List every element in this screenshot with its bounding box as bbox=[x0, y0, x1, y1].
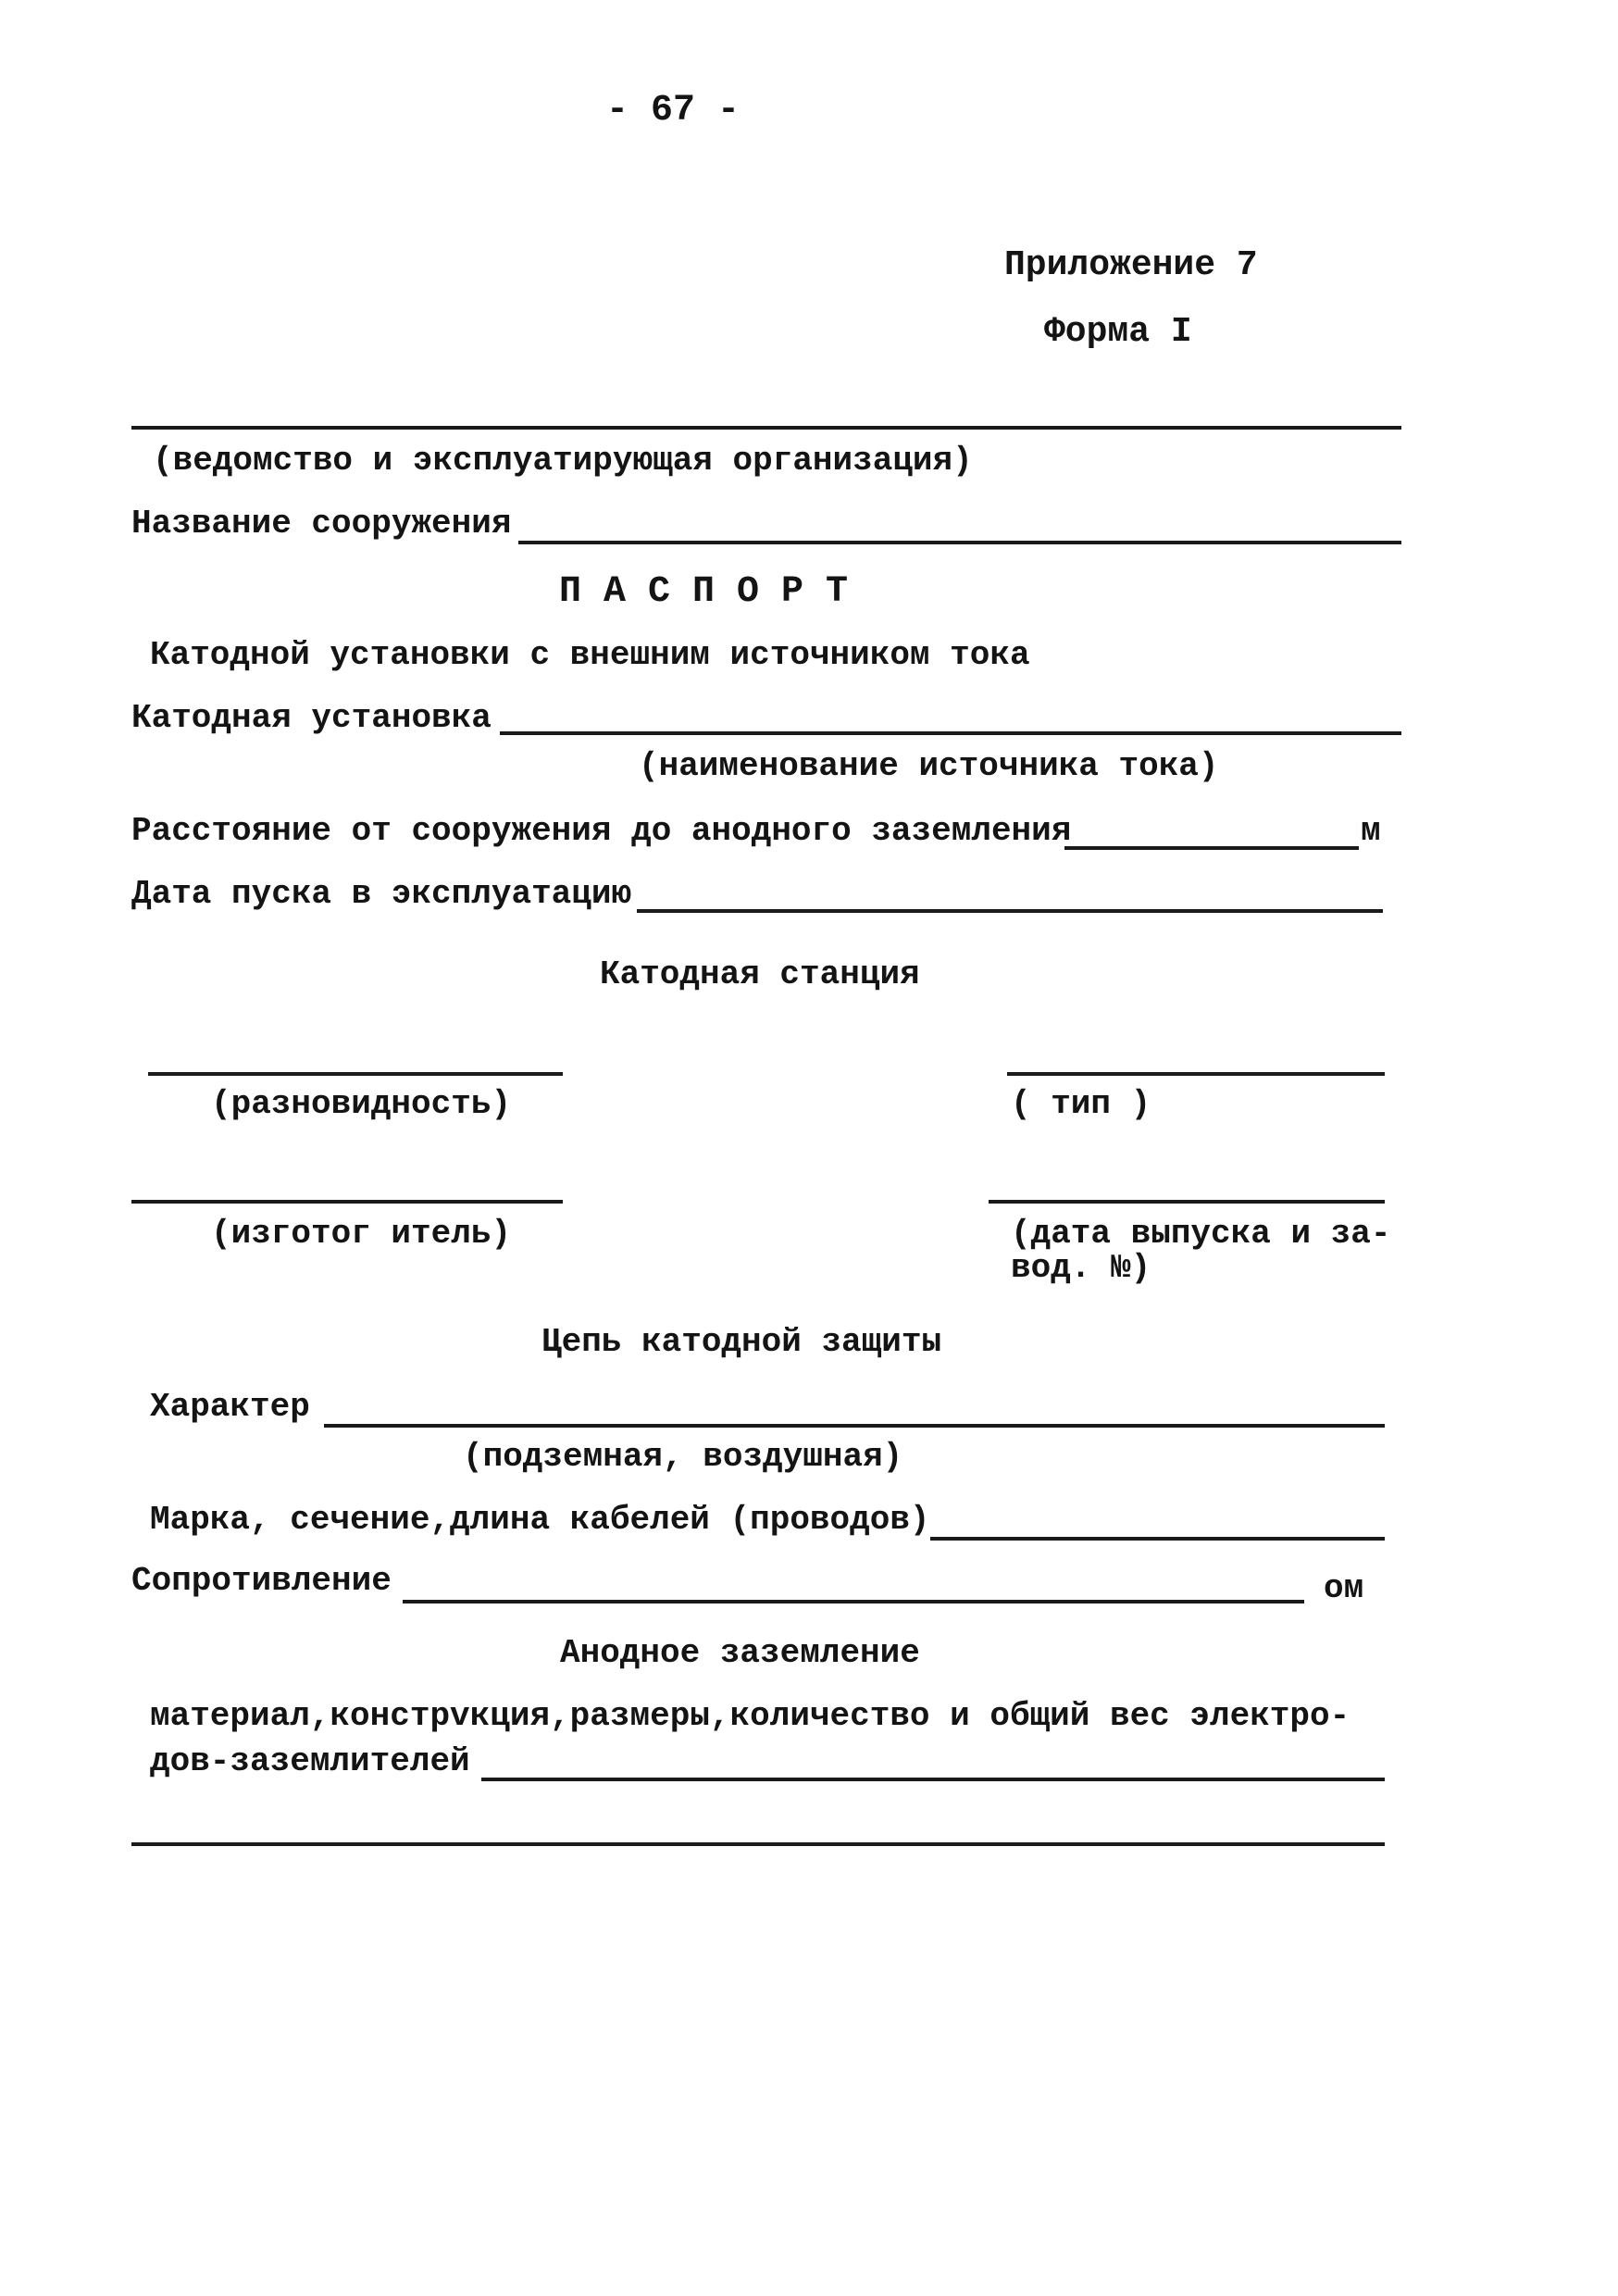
distance-field-line[interactable] bbox=[1064, 846, 1359, 850]
variety-field-line[interactable] bbox=[148, 1072, 563, 1076]
start-date-field-line[interactable] bbox=[637, 909, 1383, 913]
cathode-unit-caption: (наименование источника тока) bbox=[639, 747, 1219, 785]
anode-text-line1: материал,констрvкция,размеры,количество и общий вес электро- bbox=[150, 1697, 1350, 1735]
form-label: Форма I bbox=[1044, 312, 1192, 352]
resistance-field-line[interactable] bbox=[403, 1600, 1304, 1603]
anode-heading: Анодное заземление bbox=[560, 1634, 920, 1672]
release-caption-line1: (дата выпуска и за- bbox=[1011, 1215, 1391, 1253]
variety-caption: (разновидность) bbox=[211, 1085, 512, 1123]
manufacturer-caption: (изготог итель) bbox=[211, 1215, 512, 1253]
resistance-label: Сопротивление bbox=[131, 1562, 392, 1600]
manufacturer-field-line[interactable] bbox=[131, 1200, 563, 1204]
anode-field-line[interactable] bbox=[481, 1778, 1385, 1781]
type-caption: ( тип ) bbox=[1011, 1085, 1151, 1123]
passport-title: П А С П О Р Т bbox=[559, 571, 849, 613]
circuit-heading: Цепь катодной защиты bbox=[541, 1323, 942, 1361]
character-caption: (подземная, воздушная) bbox=[463, 1438, 903, 1476]
cathode-unit-field-line[interactable] bbox=[500, 731, 1401, 735]
cathode-unit-label: Катодная установка bbox=[131, 699, 492, 737]
structure-name-field-line[interactable] bbox=[518, 541, 1401, 544]
resistance-unit: ом bbox=[1324, 1569, 1364, 1607]
distance-label: Расстояние от сооружения до анодного заземления bbox=[131, 812, 1072, 850]
anode-text-line2: дов-заземлителей bbox=[150, 1742, 470, 1780]
passport-subtitle: Катодной установки с внешним источником тока bbox=[150, 636, 1030, 674]
anode-extra-field-line[interactable] bbox=[131, 1842, 1385, 1846]
org-field-line[interactable] bbox=[131, 426, 1401, 430]
appendix-label: Приложение 7 bbox=[1004, 245, 1258, 285]
cathode-station-heading: Катодная станция bbox=[600, 955, 920, 993]
character-field-line[interactable] bbox=[324, 1424, 1385, 1428]
start-date-label: Дата пуска в эксплуатацию bbox=[131, 875, 632, 913]
structure-name-label: Название сооружения bbox=[131, 505, 512, 543]
type-field-line[interactable] bbox=[1007, 1072, 1385, 1076]
character-label: Характер bbox=[150, 1388, 310, 1426]
release-field-line[interactable] bbox=[989, 1200, 1385, 1204]
cable-label: Марка, сечение,длина кабелей (проводов) bbox=[150, 1501, 930, 1539]
page-number: - 67 - bbox=[606, 90, 741, 131]
distance-unit: м bbox=[1361, 812, 1381, 850]
org-caption: (ведомство и эксплуатирующая организация) bbox=[153, 442, 973, 480]
release-caption-line2: вод. №) bbox=[1011, 1249, 1151, 1287]
cable-field-line[interactable] bbox=[930, 1537, 1385, 1541]
